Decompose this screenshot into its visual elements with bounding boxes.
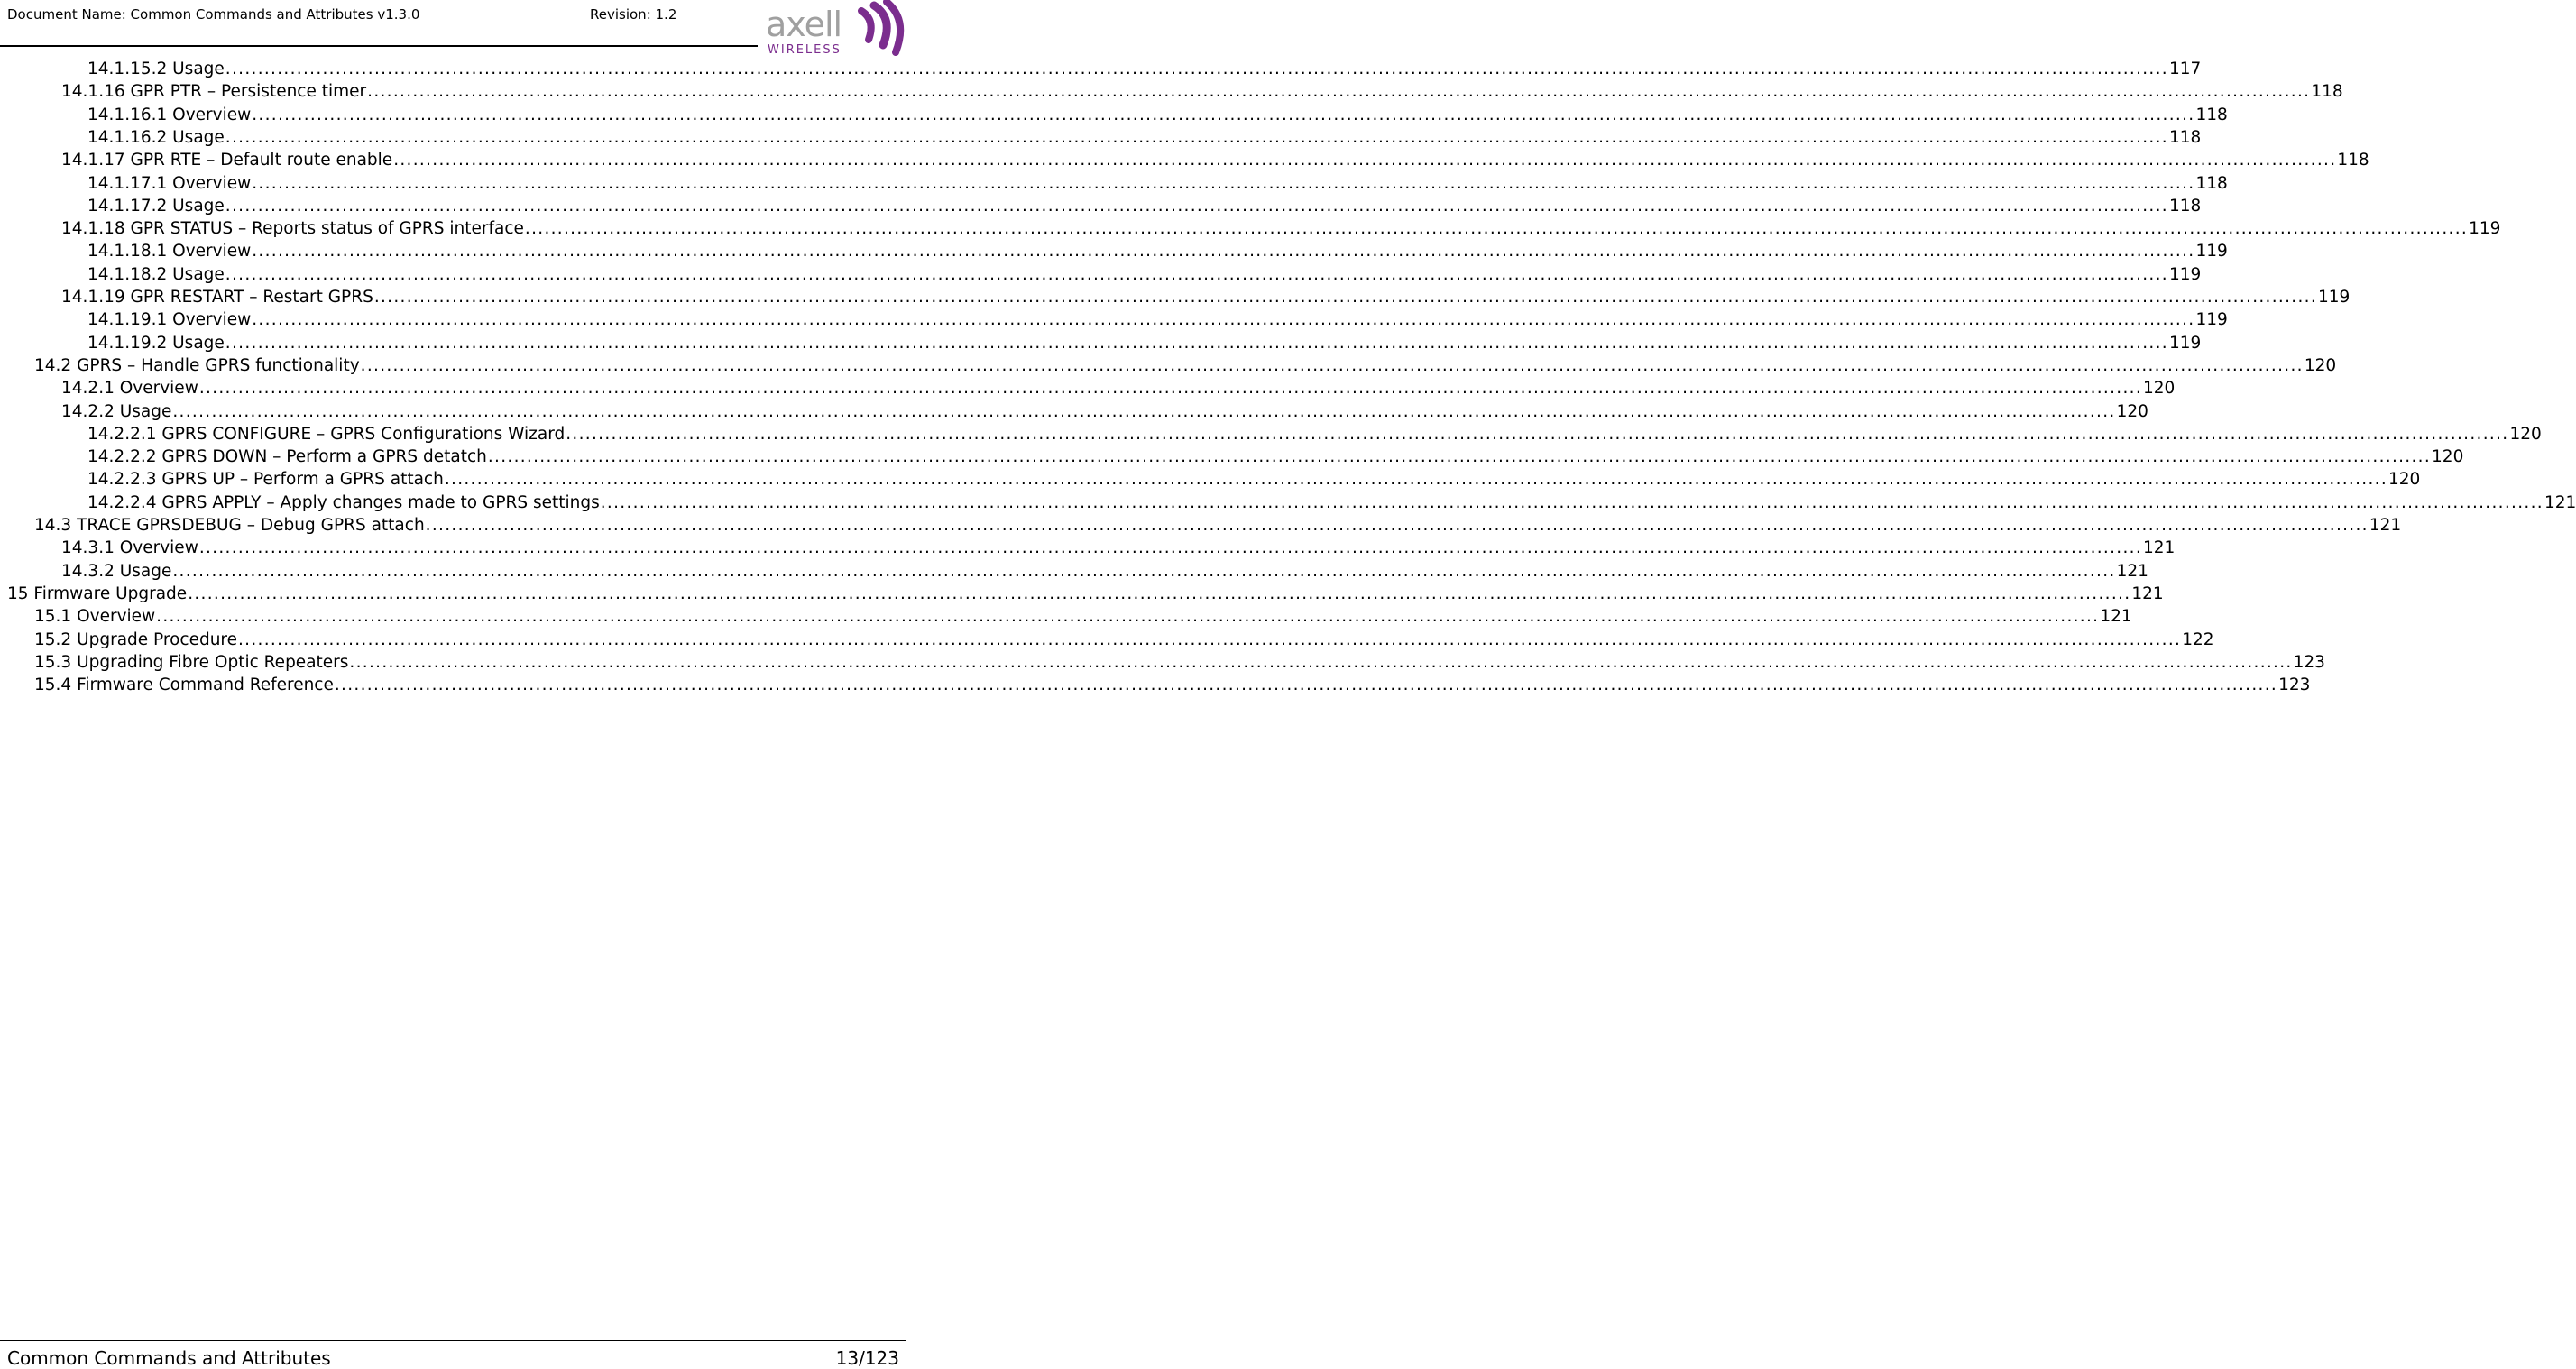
toc-entry-title: 14.1.16.2 Usage [87,127,225,147]
toc-entry[interactable] [61,399,2148,422]
toc-entry[interactable] [61,284,2351,308]
toc-entry[interactable] [87,56,2202,79]
axell-wireless-logo [762,0,906,60]
toc-entry-page: 119 [2168,333,2202,353]
toc-dot-leader: ............................................................................................................................................................................................................................................................................................................ [252,310,2195,330]
toc-entry-title: 15.3 Upgrading Fibre Optic Repeaters [34,652,349,672]
toc-dot-leader: ............................................................................................................................................................................................................................................................................................................ [172,401,2116,421]
footer-rule [0,1340,906,1341]
toc-entry[interactable] [34,649,2325,673]
toc-entry-title: 15.2 Upgrade Procedure [34,629,237,649]
toc-entry-title: 14.1.19.2 Usage [87,333,225,353]
toc-entry-title: 14.2.2 Usage [61,401,172,421]
toc-entry-page: 120 [2143,379,2176,399]
toc-entry-page: 120 [2304,355,2337,375]
toc-entry-title: 15 Firmware Upgrade [7,583,188,603]
toc-entry-page: 120 [2509,424,2542,444]
toc-entry-title: 14.1.17.2 Usage [87,196,225,216]
toc-entry-title: 14.2.2.1 GPRS CONFIGURE – GPRS Configurations Wizard [87,424,566,444]
toc-dot-leader: ............................................................................................................................................................................................................................................................................................................ [238,629,2182,649]
toc-dot-leader: ............................................................................................................................................................................................................................................................................................................ [487,447,2432,467]
toc-entry[interactable] [61,375,2176,399]
toc-entry-title: 14.1.16 GPR PTR – Persistence timer [61,82,367,102]
toc-entry-title: 14.1.17 GPR RTE – Default route enable [61,151,393,170]
toc-entry-page: 118 [2168,196,2202,216]
toc-dot-leader: ............................................................................................................................................................................................................................................................................................................ [373,288,2317,307]
toc-entry-page: 122 [2182,629,2214,649]
toc-dot-leader: ............................................................................................................................................................................................................................................................................................................ [600,492,2544,512]
toc-dot-leader: ............................................................................................................................................................................................................................................................................................................ [252,105,2195,124]
toc-dot-leader: ............................................................................................................................................................................................................................................................................................................ [444,470,2388,490]
toc-entry-page: 121 [2100,607,2132,627]
toc-entry[interactable] [61,78,2343,102]
toc-entry-page: 121 [2369,516,2402,535]
toc-entry-page: 120 [2116,401,2148,421]
toc-entry-title: 14.2.2.4 GPRS APPLY – Apply changes made to GPRS settings [87,492,600,512]
logo-subtext: WIRELESS [768,43,842,57]
toc-entry-title: 14.1.18.1 Overview [87,242,252,262]
toc-dot-leader: ............................................................................................................................................................................................................................................................................................................ [198,538,2143,558]
toc-entry-page: 117 [2168,60,2202,78]
toc-entry-page: 118 [2168,127,2202,147]
toc-entry[interactable] [7,581,2164,604]
toc-entry-title: 14.2.2.2 GPRS DOWN – Perform a GPRS detatch [87,447,487,467]
toc-dot-leader: ............................................................................................................................................................................................................................................................................................................ [172,561,2116,581]
page-footer [0,1340,906,1368]
toc-entry-page: 119 [2469,219,2501,239]
toc-dot-leader: ............................................................................................................................................................................................................................................................................................................ [393,151,2337,170]
toc-entry-page: 119 [2318,288,2351,307]
toc-entry[interactable] [87,444,2464,467]
toc-entry-page: 118 [2311,82,2343,102]
toc-entry-page: 119 [2195,310,2228,330]
logo-signal-icon [861,2,900,52]
toc-entry[interactable] [34,353,2337,376]
toc-entry-page: 118 [2195,173,2228,193]
toc-entry-title: 15.1 Overview [34,607,156,627]
toc-entry-page: 123 [2278,675,2311,695]
toc-entry-page: 121 [2116,561,2148,581]
toc-entry-title: 14.2.1 Overview [61,379,198,399]
toc-dot-leader: ............................................................................................................................................................................................................................................................................................................ [360,355,2304,375]
toc-entry-page: 121 [2131,583,2164,603]
toc-entry-title: 14.1.18 GPR STATUS – Reports status of GPRS interface [61,219,524,239]
logo-text: axell [766,5,842,44]
footer-title: Common Commands and Attributes [7,1347,331,1369]
toc-entry-title: 14.1.16.1 Overview [87,105,252,124]
toc-entry-title: 14.1.15.2 Usage [87,60,225,78]
toc-entry[interactable] [87,262,2202,285]
toc-entry[interactable] [34,672,2311,695]
toc-dot-leader: ............................................................................................................................................................................................................................................................................................................ [225,127,2168,147]
toc-dot-leader: ............................................................................................................................................................................................................................................................................................................ [252,173,2195,193]
toc-entry[interactable] [87,170,2228,194]
toc-entry-page: 119 [2195,242,2228,262]
toc-entry-title: 14.2 GPRS – Handle GPRS functionality [34,355,360,375]
toc-entry[interactable] [87,466,2421,490]
toc-entry-title: 14.3.1 Overview [61,538,198,558]
toc-entry-title: 14.1.19.1 Overview [87,310,252,330]
toc-dot-leader: ............................................................................................................................................................................................................................................................................................................ [367,82,2311,102]
toc-entry-page: 120 [2388,470,2421,490]
toc-entry-page: 120 [2432,447,2464,467]
toc-dot-leader: ............................................................................................................................................................................................................................................................................................................ [156,607,2100,627]
toc-dot-leader: ............................................................................................................................................................................................................................................................................................................ [188,583,2131,603]
toc-entry[interactable] [87,421,2542,445]
toc-dot-leader: ............................................................................................................................................................................................................................................................................................................ [225,333,2168,353]
toc-dot-leader: ............................................................................................................................................................................................................................................................................................................ [225,60,2168,78]
toc-dot-leader: ............................................................................................................................................................................................................................................................................................................ [524,219,2469,239]
toc-entry-page: 118 [2195,105,2228,124]
toc-entry-page: 118 [2337,151,2369,170]
toc-entry-title: 14.3 TRACE GPRSDEBUG – Debug GPRS attach [34,516,425,535]
toc-dot-leader: ............................................................................................................................................................................................................................................................................................................ [252,242,2195,262]
toc-entry-title: 15.4 Firmware Command Reference [34,675,334,695]
toc-dot-leader: ............................................................................................................................................................................................................................................................................................................ [349,652,2293,672]
toc-entry-page: 119 [2168,264,2202,284]
toc-entry[interactable] [34,512,2402,536]
toc-entry[interactable] [87,124,2202,148]
toc-entry-title: 14.2.2.3 GPRS UP – Perform a GPRS attach [87,470,444,490]
toc-entry[interactable] [87,193,2202,216]
toc-entry[interactable] [87,238,2228,262]
toc-entry-title: 14.3.2 Usage [61,561,172,581]
toc-entry-page: 121 [2544,492,2576,512]
toc-entry[interactable] [87,490,2576,513]
revision-label: Revision: 1.2 [590,6,677,23]
toc-dot-leader: ............................................................................................................................................................................................................................................................................................................ [198,379,2143,399]
toc-entry[interactable] [34,627,2214,650]
toc-entry-page: 123 [2293,652,2325,672]
toc-dot-leader: ............................................................................................................................................................................................................................................................................................................ [225,264,2168,284]
toc-entry[interactable] [61,216,2501,239]
toc-dot-leader: ............................................................................................................................................................................................................................................................................................................ [425,516,2369,535]
toc-dot-leader: ............................................................................................................................................................................................................................................................................................................ [225,196,2168,216]
toc-entry[interactable] [61,558,2148,582]
toc-dot-leader: ............................................................................................................................................................................................................................................................................................................ [566,424,2509,444]
toc-entry[interactable] [87,102,2228,125]
toc-entry-title: 14.1.17.1 Overview [87,173,252,193]
toc-entry-title: 14.1.19 GPR RESTART – Restart GPRS [61,288,373,307]
header-rule [0,45,758,47]
toc-entry[interactable] [61,535,2176,558]
toc-entry[interactable] [87,330,2202,354]
footer-page-number: 13/123 [835,1347,899,1369]
toc-entry-page: 121 [2143,538,2176,558]
toc-entry[interactable] [87,307,2228,330]
toc-dot-leader: ............................................................................................................................................................................................................................................................................................................ [334,675,2278,695]
document-name: Document Name: Common Commands and Attributes v1.3.0 [7,6,420,23]
toc-entry[interactable] [61,147,2369,170]
toc-entry[interactable] [34,603,2132,627]
toc-entry-title: 14.1.18.2 Usage [87,264,225,284]
